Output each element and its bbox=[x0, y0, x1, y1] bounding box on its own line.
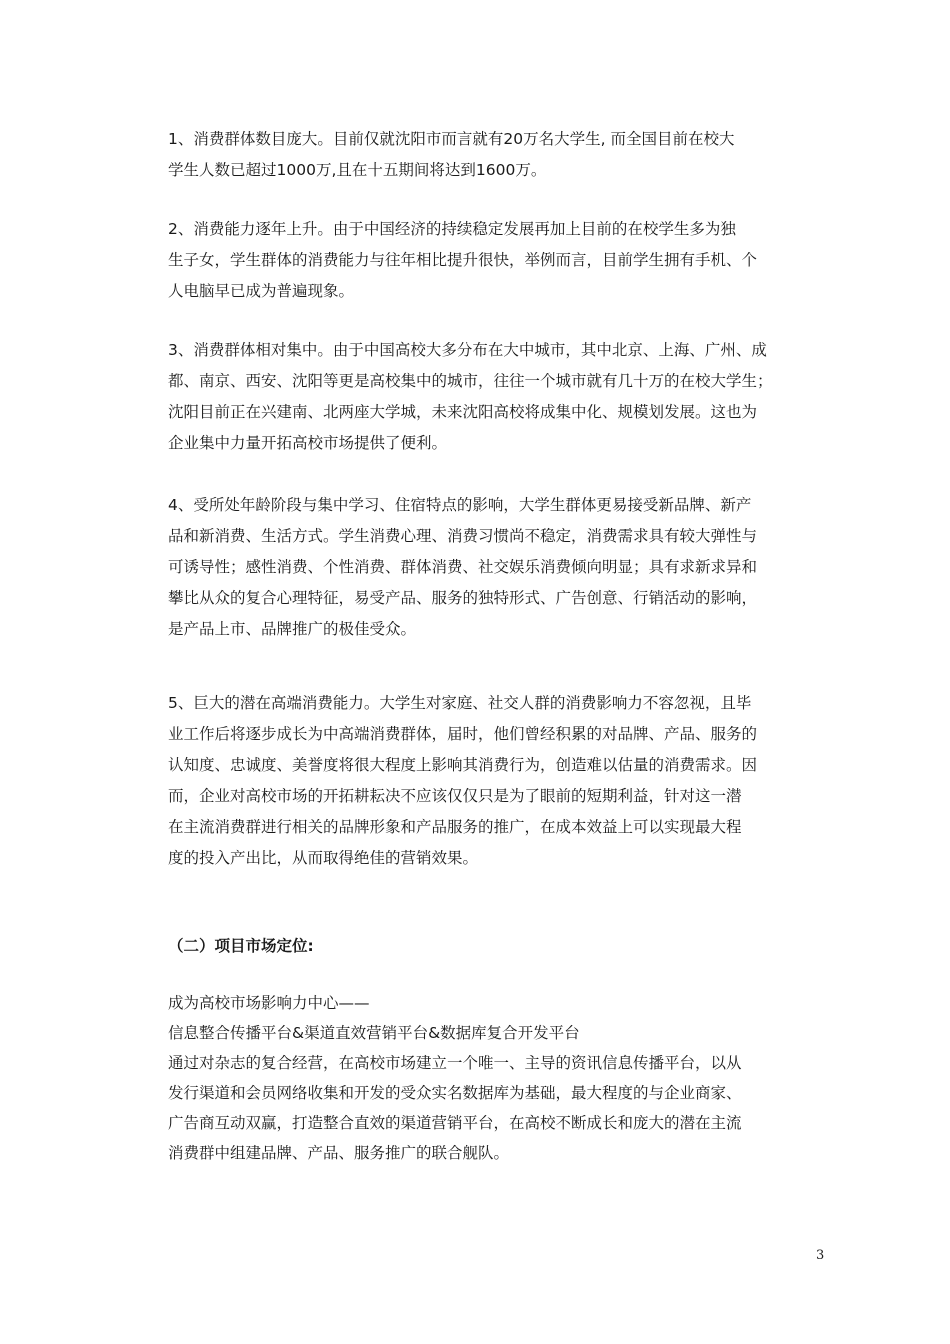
text-line: 企业集中力量开拓高校市场提供了便利。 bbox=[168, 434, 448, 452]
text-line: 通过对杂志的复合经营，在高校市场建立一个唯一、主导的资讯信息传播平台，以从 bbox=[168, 1054, 742, 1072]
text-line: 而，企业对高校市场的开拓耕耘决不应该仅仅只是为了眼前的短期利益，针对这一潜 bbox=[168, 787, 742, 805]
text-line: 都、南京、西安、沈阳等更是高校集中的城市，往往一个城市就有几十万的在校大学生； bbox=[168, 372, 773, 390]
text-line: 4、受所处年龄阶段与集中学习、住宿特点的影响，大学生群体更易接受新品牌、新产 bbox=[168, 496, 752, 514]
text-line: 学生人数已超过1000万,且在十五期间将达到1600万。 bbox=[168, 161, 547, 179]
text-line: 品和新消费、生活方式。学生消费心理、消费习惯尚不稳定，消费需求具有较大弹性与 bbox=[168, 527, 758, 545]
text-line: 生子女，学生群体的消费能力与往年相比提升很快，举例而言，目前学生拥有手机、个 bbox=[168, 251, 758, 269]
text-line: 人电脑早已成为普遍现象。 bbox=[168, 282, 355, 300]
text-line: 成为高校市场影响力中心—— bbox=[168, 994, 370, 1012]
text-line: 沈阳目前正在兴建南、北两座大学城，未来沈阳高校将成集中化、规模划发展。这也为 bbox=[168, 403, 758, 421]
paragraph-2 bbox=[168, 214, 788, 307]
text-line: 认知度、忠诚度、美誉度将很大程度上影响其消费行为，创造难以估量的消费需求。因 bbox=[168, 756, 758, 774]
paragraph-1 bbox=[168, 124, 788, 186]
text-line: 广告商互动双赢，打造整合直效的渠道营销平台，在高校不断成长和庞大的潜在主流 bbox=[168, 1114, 742, 1132]
text-line: 1、消费群体数目庞大。目前仅就沈阳市而言就有20万名大学生, 而全国目前在校大 bbox=[168, 130, 735, 148]
text-line: 攀比从众的复合心理特征，易受产品、服务的独特形式、广告创意、行销活动的影响， bbox=[168, 589, 758, 607]
text-line: 业工作后将逐步成长为中高端消费群体，届时，他们曾经积累的对品牌、产品、服务的 bbox=[168, 725, 758, 743]
text-line: 5、巨大的潜在高端消费能力。大学生对家庭、社交人群的消费影响力不容忽视，且毕 bbox=[168, 694, 752, 712]
text-line: 3、消费群体相对集中。由于中国高校大多分布在大中城市，其中北京、上海、广州、成 bbox=[168, 341, 767, 359]
page-number: 3 bbox=[816, 1248, 825, 1263]
text-line: 2、消费能力逐年上升。由于中国经济的持续稳定发展再加上目前的在校学生多为独 bbox=[168, 220, 736, 238]
text-line: 是产品上市、品牌推广的极佳受众。 bbox=[168, 620, 417, 638]
paragraph-4 bbox=[168, 490, 788, 645]
text-line: 发行渠道和会员网络收集和开发的受众实名数据库为基础，最大程度的与企业商家、 bbox=[168, 1084, 742, 1102]
text-line: 信息整合传播平台&渠道直效营销平台&数据库复合开发平台 bbox=[168, 1024, 580, 1042]
paragraph-5 bbox=[168, 688, 788, 874]
text-line: 消费群中组建品牌、产品、服务推广的联合舰队。 bbox=[168, 1144, 510, 1162]
text-line: 可诱导性；感性消费、个性消费、群体消费、社交娱乐消费倾向明显；具有求新求异和 bbox=[168, 558, 758, 576]
positioning-paragraph bbox=[168, 988, 788, 1168]
section-heading: （二）项目市场定位: bbox=[168, 937, 314, 955]
text-line: 度的投入产出比，从而取得绝佳的营销效果。 bbox=[168, 849, 479, 867]
paragraph-3 bbox=[168, 335, 788, 459]
text-line: 在主流消费群进行相关的品牌形象和产品服务的推广，在成本效益上可以实现最大程 bbox=[168, 818, 742, 836]
